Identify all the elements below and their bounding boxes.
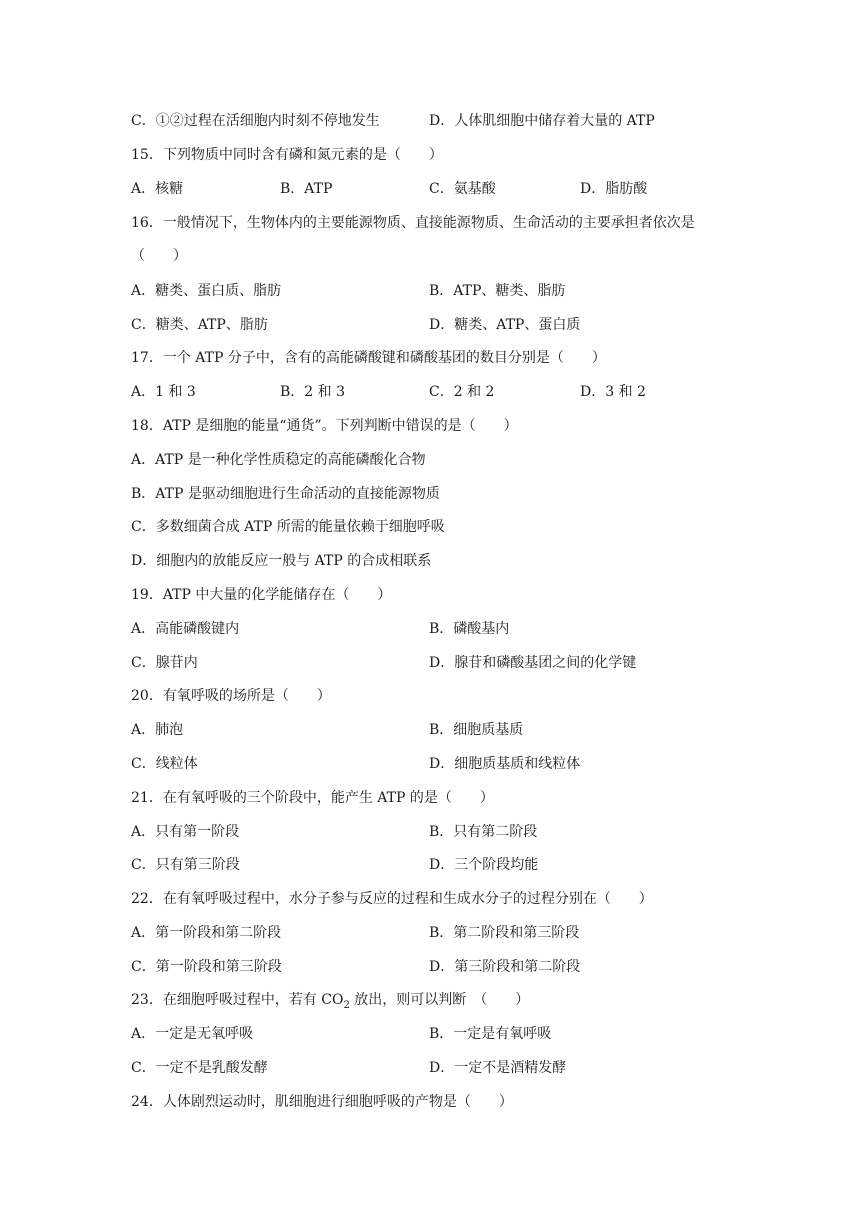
- q20-option-c: C．线粒体: [131, 756, 198, 772]
- q23-option-b: B．一定是有氧呼吸: [429, 1026, 552, 1042]
- q21-option-b: B．只有第二阶段: [429, 824, 538, 840]
- q16-option-c: C．糖类、ATP、脂肪: [131, 317, 268, 333]
- q20-option-d: D．细胞质基质和线粒体: [429, 756, 581, 772]
- q18-option-d: D．细胞内的放能反应一般与 ATP 的合成相联系: [131, 553, 432, 569]
- q22-option-c: C．第一阶段和第三阶段: [131, 959, 282, 975]
- q17-stem: 17．一个 ATP 分子中，含有的高能磷酸键和磷酸基团的数目分别是（ ）: [131, 350, 606, 366]
- q21-option-c: C．只有第三阶段: [131, 857, 240, 873]
- q19-option-a: A．高能磷酸键内: [131, 621, 240, 637]
- q20-stem: 20．有氧呼吸的场所是（ ）: [131, 688, 331, 704]
- q15-option-c: C．氨基酸: [429, 181, 496, 197]
- q23-stem: [131, 990, 529, 1016]
- q19-option-c: C．腺苷内: [131, 655, 198, 671]
- q22-option-d: D．第三阶段和第二阶段: [429, 959, 581, 975]
- q18-option-c: C．多数细菌合成 ATP 所需的能量依赖于细胞呼吸: [131, 519, 445, 535]
- q14-option-d: D．人体肌细胞中储存着大量的 ATP: [429, 113, 655, 129]
- q17-option-a: A．1 和 3: [131, 384, 196, 400]
- q17-option-b: B．2 和 3: [280, 384, 346, 400]
- q19-option-b: B．磷酸基内: [429, 621, 510, 637]
- q20-option-b: B．细胞质基质: [429, 722, 524, 738]
- q21-stem: 21．在有氧呼吸的三个阶段中，能产生 ATP 的是（ ）: [131, 790, 494, 806]
- q23-stem-post: 放出，则可以判断 （ ）: [349, 992, 530, 1008]
- q15-stem: 15．下列物质中同时含有磷和氮元素的是（ ）: [131, 147, 443, 163]
- q22-option-a: A．第一阶段和第二阶段: [131, 925, 282, 941]
- q18-option-a: A．ATP 是一种化学性质稳定的高能磷酸化合物: [131, 452, 426, 468]
- q19-stem: 19．ATP 中大量的化学能储存在（ ）: [131, 587, 392, 603]
- q16-stem-bracket: （ ）: [131, 248, 187, 264]
- q23-option-c: C．一定不是乳酸发酵: [131, 1060, 268, 1076]
- q21-option-d: D．三个阶段均能: [429, 857, 539, 873]
- q23-option-a: A．一定是无氧呼吸: [131, 1026, 254, 1042]
- q16-option-a: A．糖类、蛋白质、脂肪: [131, 283, 282, 299]
- q17-option-d: D．3 和 2: [580, 384, 646, 400]
- q18-option-b: B．ATP 是驱动细胞进行生命活动的直接能源物质: [131, 486, 440, 502]
- q22-stem: 22．在有氧呼吸过程中，水分子参与反应的过程和生成水分子的过程分别在（ ）: [131, 891, 653, 907]
- q21-option-a: A．只有第一阶段: [131, 824, 240, 840]
- q15-option-a: A．核糖: [131, 181, 184, 197]
- q16-stem: 16．一般情况下，生物体内的主要能源物质、直接能源物质、生命活动的主要承担者依次是: [131, 215, 695, 231]
- q24-stem: 24．人体剧烈运动时，肌细胞进行细胞呼吸的产物是（ ）: [131, 1094, 513, 1110]
- q16-option-d: D．糖类、ATP、蛋白质: [429, 317, 581, 333]
- q18-stem: 18．ATP 是细胞的能量“通货”。下列判断中错误的是（ ）: [131, 418, 518, 434]
- q15-option-b: B．ATP: [280, 181, 333, 197]
- q15-option-d: D．脂肪酸: [580, 181, 648, 197]
- q17-option-c: C．2 和 2: [429, 384, 495, 400]
- q16-option-b: B．ATP、糖类、脂肪: [429, 283, 566, 299]
- q23-stem-pre: 23．在细胞呼吸过程中，若有 CO: [131, 992, 344, 1008]
- q14-option-c: C．①②过程在活细胞内时刻不停地发生: [131, 113, 380, 129]
- q23-option-d: D．一定不是酒精发酵: [429, 1060, 567, 1076]
- q19-option-d: D．腺苷和磷酸基团之间的化学键: [429, 655, 637, 671]
- q23-stem-subscript: 2: [343, 999, 350, 1011]
- q22-option-b: B．第二阶段和第三阶段: [429, 925, 580, 941]
- q20-option-a: A．肺泡: [131, 722, 184, 738]
